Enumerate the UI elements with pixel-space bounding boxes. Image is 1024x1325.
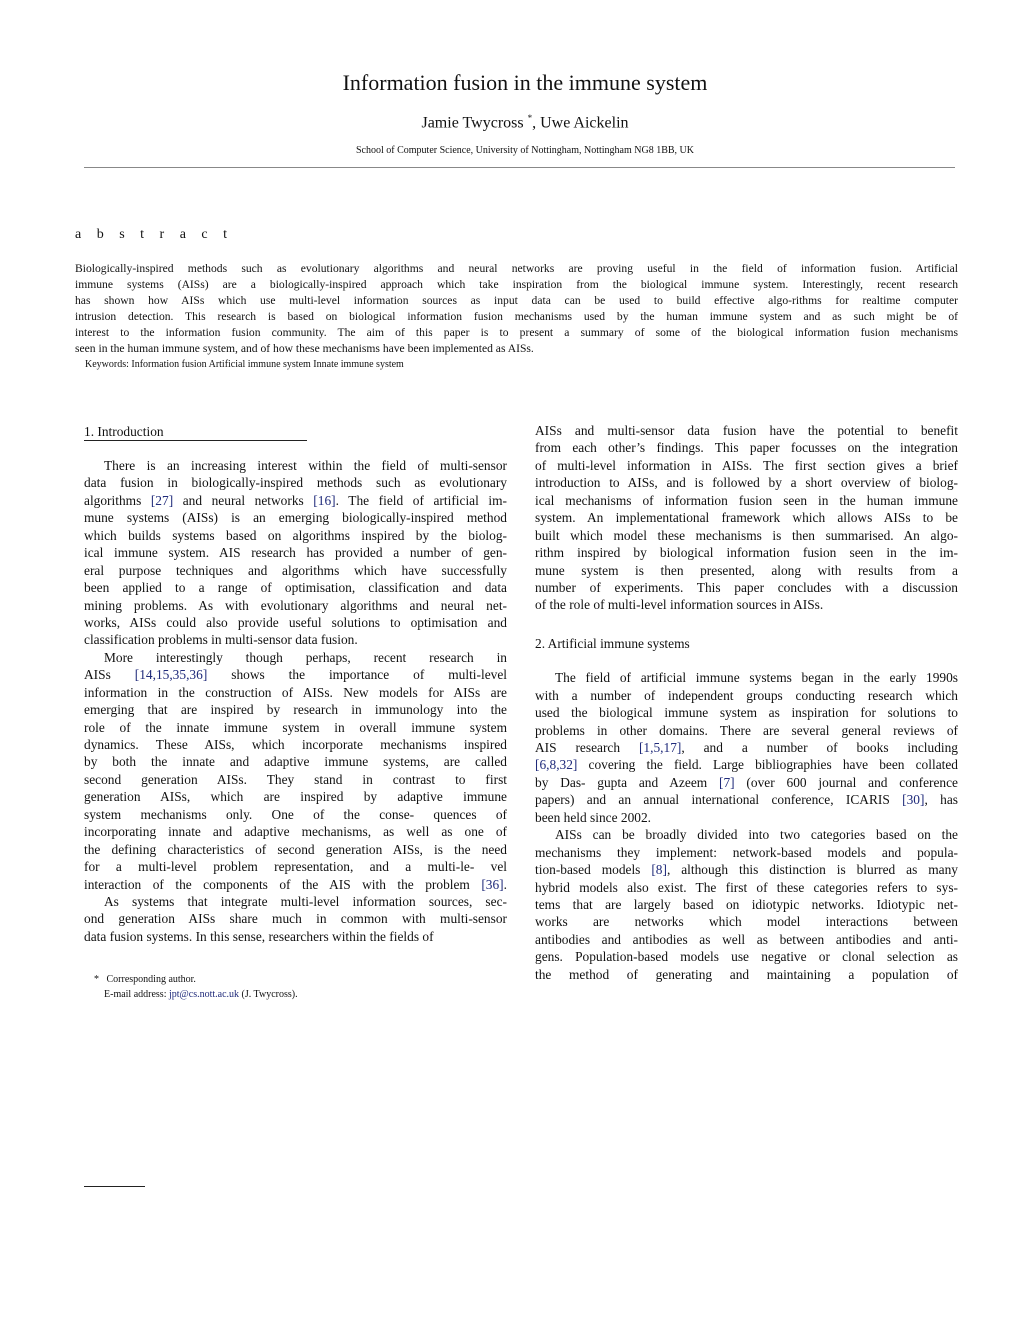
text-line (84, 893, 507, 910)
text-line (84, 597, 507, 614)
text-run: problems in other domains. There are several general reviews of (535, 722, 958, 738)
intro-continuation (535, 422, 958, 614)
paragraph (535, 422, 958, 614)
text-line (84, 806, 507, 823)
text-line (535, 809, 958, 826)
text-run: has shown how AISs which use multi-level information sources as input data can be used to build effective algo-rithms for realtime computer (75, 294, 958, 307)
text-line (84, 753, 507, 770)
text-line (535, 722, 958, 739)
text-line (84, 928, 507, 945)
text-line (84, 457, 507, 474)
text-run: which builds systems based on algorithms inspired by the biolog- (84, 527, 507, 543)
text-line (84, 614, 507, 631)
text-run: mining problems. As with evolutionary algorithms and neural net- (84, 597, 507, 613)
text-line (535, 527, 958, 544)
citation-link[interactable]: [14,15,35,36] (134, 667, 208, 683)
text-run: AISs can be broadly divided into two categories based on the (555, 827, 958, 843)
text-line (84, 701, 507, 718)
text-run: emerging that are inspired by research in immunology into the (84, 702, 507, 718)
text-run: second generation AISs. They stand in contrast to first (84, 771, 507, 787)
text-line (535, 704, 958, 721)
text-run: of the role of multi-level information sources in AISs. (535, 597, 824, 613)
citation-link[interactable]: [36] (481, 876, 504, 892)
text-run: There is an increasing interest within the field of multi-sensor (104, 458, 507, 473)
text-run: AISs and multi-sensor data fusion have the potential to benefit (535, 423, 958, 438)
text-run: eral purpose techniques and algorithms which have successfully (84, 562, 507, 578)
text-line (84, 666, 507, 683)
text-run: tion-based models (535, 862, 652, 878)
affiliation: School of Computer Science, University of Nottingham, Nottingham NG8 1BB, UK (355, 145, 695, 156)
text-run: from each other’s findings. This paper focusses on the integration (535, 440, 958, 456)
text-run: shows the importance of multi-level (207, 667, 507, 683)
text-line (535, 826, 958, 843)
text-run: built which model these mechanisms is then summarised. An algo- (535, 527, 958, 543)
text-line (535, 474, 958, 491)
text-line (535, 687, 958, 704)
text-run: tems that are largely based on idiotypic networks. Idiotypic net- (535, 896, 958, 912)
text-line (535, 544, 958, 561)
citation-link[interactable]: [8] (651, 862, 667, 878)
text-run: ical immune system. AIS research has provided a number of gen- (84, 545, 507, 561)
text-line (84, 562, 507, 579)
text-run: classification problems in multi-sensor data fusion. (84, 632, 358, 648)
text-line (535, 861, 958, 878)
section-heading-introduction: 1. Introduction (84, 423, 307, 441)
text-run: generation AISs, which are inspired by adaptive immune (84, 789, 507, 805)
text-line (75, 277, 958, 293)
text-run: , and a number of books including (681, 740, 958, 755)
text-run: ical mechanisms of information fusion seen in the human immune (535, 492, 958, 508)
text-run: antibodies and antibodies as well as between antibodies and anti- (535, 931, 958, 947)
text-run: immune systems (AISs) are a biologically-inspired approach which take inspiration from the biological immune system. Interestingly, recent research (75, 278, 958, 291)
abstract-body (75, 261, 958, 357)
text-run: Biologically-inspired methods such as evolutionary algorithms and neural networks are proving useful in the field of information fusion. Artificial (75, 262, 958, 275)
text-run: been held since 2002. (535, 809, 652, 825)
text-run: The field of artificial immune systems began in the early 1990s (555, 670, 958, 686)
paragraph (75, 261, 958, 357)
text-run: works, AISs could also provide useful solutions to optimisation and (84, 614, 507, 630)
text-line (535, 669, 958, 686)
text-run: by Das- gupta and Azeem (535, 774, 719, 790)
text-run: covering the field. Large bibliographies have been collated (577, 757, 958, 773)
text-run: and neural networks (173, 492, 314, 508)
text-line (535, 739, 958, 756)
text-run: rithm inspired by biological information fusion seen in the im- (535, 545, 958, 561)
text-run: interest to the information fusion community. The aim of this paper is to present a summary of some of the biological information fusion mechanisms (75, 326, 958, 339)
text-run: the method of generating and maintaining a population of (535, 966, 958, 982)
text-run: gens. Population-based models use negative or clonal selection as (535, 949, 958, 965)
text-line (535, 756, 958, 773)
text-line (535, 896, 958, 913)
text-run: As systems that integrate multi-level information sources, sec- (104, 893, 507, 909)
text-run: incorporating innate and adaptive mechanisms, as well as one of (84, 824, 507, 840)
text-line (84, 719, 507, 736)
text-line (535, 879, 958, 896)
footnote-text: Corresponding author. (106, 974, 196, 985)
text-line (84, 474, 507, 491)
text-line (84, 841, 507, 858)
text-line (535, 844, 958, 861)
text-run: algorithms (84, 492, 151, 508)
text-line (84, 527, 507, 544)
text-line (84, 492, 507, 509)
text-line (84, 684, 507, 701)
citation-link[interactable]: [16] (313, 492, 336, 508)
paragraph (84, 893, 507, 945)
text-run: by both the innate and adaptive immune systems, are called (84, 754, 507, 770)
citation-link[interactable]: [6,8,32] (535, 757, 578, 773)
text-run: dynamics. These AISs, which incorporate mechanisms inspired (84, 737, 507, 752)
paragraph (535, 669, 958, 826)
text-run: interaction of the components of the AIS with the problem (84, 876, 482, 892)
corresponding-mark: * (527, 113, 533, 123)
text-line (75, 261, 958, 277)
text-run: seen in the human immune system, and of how these mechanisms have been implemented as AISs. (75, 342, 534, 355)
text-run: (over 600 journal and conference (734, 774, 958, 790)
text-run: for a multi-level problem representation, and a multi-le- vel (84, 859, 507, 875)
text-run: . The field of artificial im- (335, 492, 507, 508)
text-run: works are networks which model interactions between (535, 914, 958, 930)
text-run: , although this distinction is blurred as many (666, 862, 959, 878)
text-line (75, 309, 958, 325)
text-run: system mechanisms only. One of the conse- quences of (84, 806, 507, 822)
text-line (84, 910, 507, 927)
text-line (535, 596, 958, 613)
paragraph (84, 457, 507, 649)
text-run: with a number of independent groups conducting research which (535, 687, 958, 703)
text-line (535, 931, 958, 948)
text-run: intrusion detection. This research is based on biological information fusion mechanisms used by the human immune system and as such might be of (75, 310, 958, 323)
text-line (84, 509, 507, 526)
ais-section-body (535, 669, 958, 983)
text-run: AISs (84, 667, 135, 683)
text-run: used the biological immune system as inspiration for solutions to (535, 705, 958, 721)
text-line (535, 774, 958, 791)
citation-link[interactable]: [1,5,17] (638, 740, 682, 755)
text-line (84, 858, 507, 875)
text-line (535, 509, 958, 526)
text-run: system. An implementational framework which allows AISs to be (535, 510, 958, 526)
text-run: ond generation AISs share much in common with multi-sensor (84, 911, 507, 927)
text-run: . (503, 876, 507, 892)
text-run: hybrid models also exist. The first of these categories refers to sys- (535, 879, 958, 895)
text-line (535, 791, 958, 808)
paragraph (535, 826, 958, 983)
text-run: mune systems (AISs) is an emerging biologically-inspired method (84, 510, 507, 526)
text-line (535, 562, 958, 579)
text-line (535, 439, 958, 456)
email-label: E-mail address: (104, 989, 167, 1000)
keywords: Keywords: Information fusion Artificial immune system Innate immune system (85, 359, 404, 370)
paragraph (84, 649, 507, 893)
text-run: data fusion systems. In this sense, researchers within the fields of (84, 928, 434, 944)
citation-link[interactable]: [30] (902, 792, 925, 808)
text-line (75, 293, 958, 309)
text-line (84, 579, 507, 596)
paper-title: Information fusion in the immune system (342, 70, 708, 95)
citation-link[interactable]: [27] (150, 492, 174, 508)
text-run: role of the innate immune system in overall immune system (84, 719, 507, 735)
text-line (535, 948, 958, 965)
text-line (84, 631, 507, 648)
text-line (535, 579, 958, 596)
text-run: of multi-level information in AISs. The first section gives a brief (535, 457, 958, 473)
text-line (84, 544, 507, 561)
text-line (84, 649, 507, 666)
right-column (535, 422, 958, 983)
text-run: mechanisms they implement: network-based models and popula- (535, 844, 958, 860)
text-run: mune system is then presented, along with results from a (535, 562, 958, 578)
footnote-mark: * (94, 974, 99, 985)
text-line (535, 457, 958, 474)
text-run: More interestingly though perhaps, recent research in (104, 649, 507, 665)
left-column (84, 457, 507, 945)
header-divider (84, 167, 955, 168)
text-line (75, 325, 958, 341)
text-line (84, 771, 507, 788)
citation-link[interactable]: [7] (719, 774, 735, 790)
text-line (84, 876, 507, 893)
text-line (75, 341, 958, 357)
text-line (535, 913, 958, 930)
text-line (84, 788, 507, 805)
author-1: Jamie Twycross (421, 114, 524, 132)
email-link[interactable]: jpt@cs.nott.ac.uk (168, 989, 240, 1000)
text-line (535, 422, 958, 439)
text-run: , has (924, 792, 958, 808)
text-run: data fusion in biologically-inspired methods such as evolutionary (84, 475, 507, 491)
text-line (84, 736, 507, 753)
abstract-heading: a b s t r a c t (75, 227, 234, 242)
author-2: , Uwe Aickelin (532, 114, 629, 132)
authors (0, 113, 1024, 132)
text-run: papers) and an annual international conference, ICARIS (535, 792, 903, 808)
text-line (535, 966, 958, 983)
text-run: information in the construction of AISs. New models for AISs are (84, 684, 507, 700)
footnote (94, 972, 298, 1002)
text-line (84, 823, 507, 840)
text-line (535, 492, 958, 509)
footnote-rule (84, 1186, 145, 1187)
section-heading-ais: 2. Artificial immune systems (535, 635, 690, 651)
email-owner: (J. Twycross). (241, 989, 298, 1000)
text-run: been applied to a range of optimisation, classification and data (84, 580, 507, 596)
text-run: introduction to AISs, and is followed by a short overview of biolog- (535, 475, 958, 491)
text-run: the defining characteristics of second generation AISs, is the need (84, 841, 507, 857)
text-run: number of experiments. This paper concludes with a discussion (535, 579, 958, 595)
text-run: AIS research (535, 740, 639, 755)
